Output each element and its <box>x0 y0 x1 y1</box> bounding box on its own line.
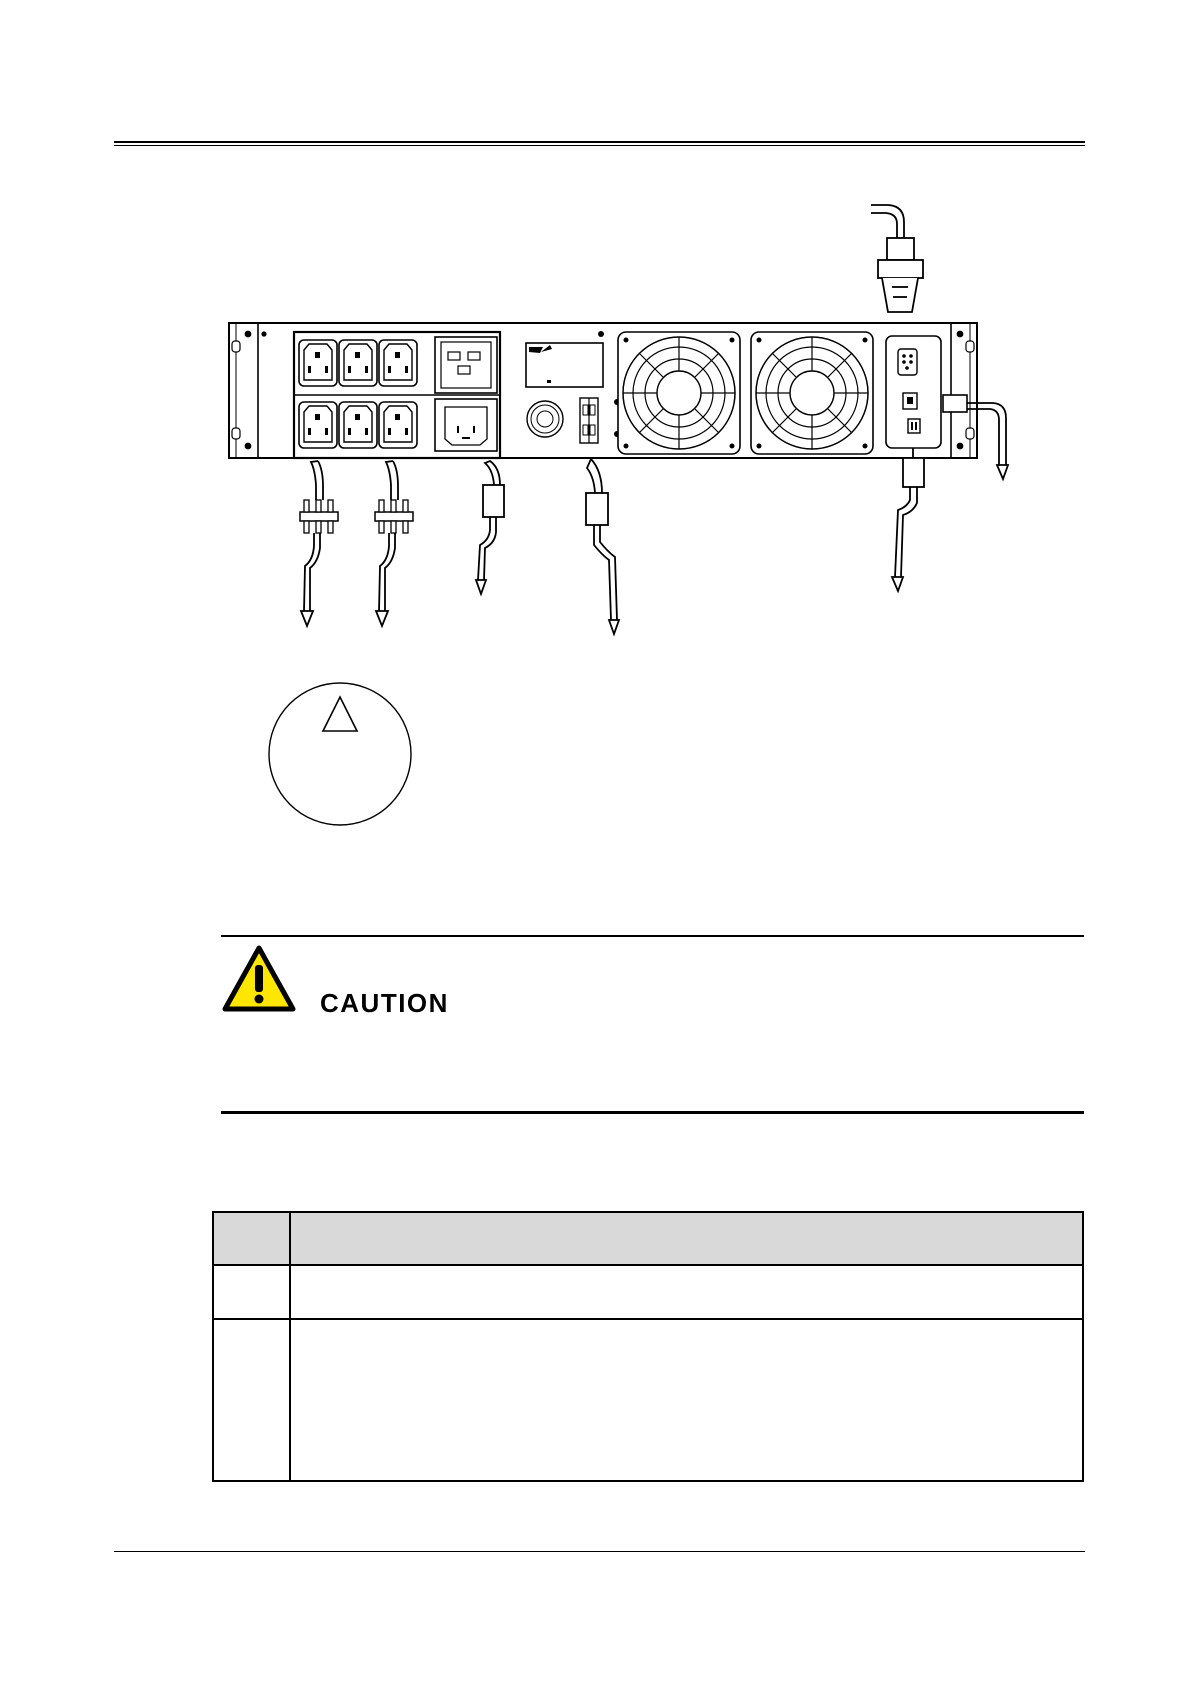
table-cell <box>290 1319 1083 1481</box>
caution-box <box>221 935 1084 1114</box>
table-header-cell <box>213 1212 290 1265</box>
info-table <box>212 1211 1084 1482</box>
table-header-row <box>213 1212 1083 1265</box>
table-row <box>213 1319 1083 1481</box>
table-cell <box>213 1319 290 1481</box>
dsub-connector-cable <box>871 205 923 312</box>
fan-grille <box>751 332 873 454</box>
table-header-cell <box>290 1212 1083 1265</box>
notice-circle <box>269 683 411 825</box>
table-row <box>213 1265 1083 1319</box>
warning-triangle-icon <box>222 945 296 1013</box>
table-cell <box>213 1265 290 1319</box>
outlet-bank <box>294 332 500 458</box>
footer-rule <box>114 1551 1085 1552</box>
fan-grille <box>618 332 740 454</box>
table-cell <box>290 1265 1083 1319</box>
caution-title: CAUTION <box>320 988 449 1018</box>
